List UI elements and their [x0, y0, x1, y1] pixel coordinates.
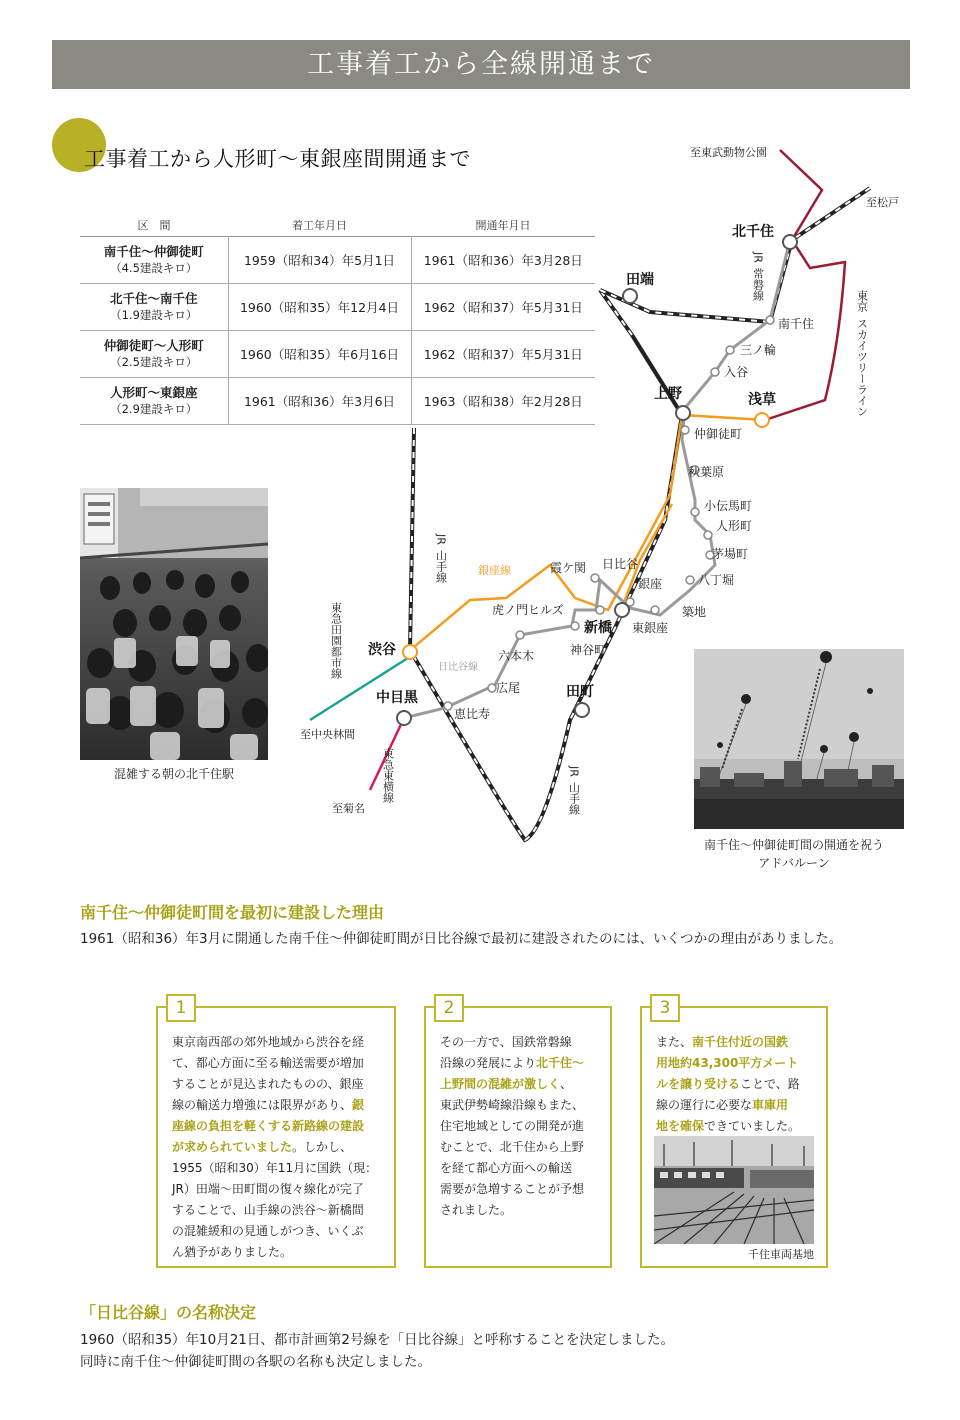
text-span: 沿線の発展により: [440, 1056, 537, 1070]
open-date-cell: 1961（昭和36）年3月28日: [411, 236, 595, 283]
reason-text: [172, 1032, 377, 1263]
text-line: [172, 1095, 377, 1116]
station-hiroo: 広尾: [496, 681, 521, 695]
station-nakameguro: 中目黒: [376, 690, 418, 706]
station-shibuya: 渋谷: [368, 642, 396, 658]
text-span: また、: [656, 1035, 693, 1049]
station-kasumigaseki: 霞ケ関: [550, 561, 587, 575]
station-ueno: 上野: [654, 386, 682, 402]
section-distance: （2.9建設キロ）: [110, 401, 198, 416]
reason-heading: 南千住〜仲御徒町間を最初に建設した理由: [80, 903, 385, 922]
highlight-span: 銀: [352, 1098, 365, 1112]
column-header: 区 間: [80, 214, 228, 236]
line-toyoko: 東急東横線: [381, 748, 395, 803]
text-line: [172, 1137, 377, 1158]
open-date-cell: 1963（昭和38）年2月28日: [411, 377, 595, 424]
start-date-cell: 1960（昭和35）年6月16日: [228, 330, 411, 377]
highlight-span: 南千住付近の国鉄: [692, 1035, 789, 1049]
section-cell: [80, 236, 228, 283]
text-line: 需要が急増することが予想: [440, 1182, 585, 1196]
text-line: することが見込まれたものの、銀座: [172, 1077, 364, 1091]
reason-number: 3: [650, 994, 680, 1022]
text-line: その一方で、国鉄常磐線: [440, 1035, 572, 1049]
denentoshi-line: [310, 658, 408, 720]
text-line: 東武伊勢崎線沿線もまた、: [440, 1098, 585, 1112]
text-span: 線の輸送力増強には限界があり、: [172, 1098, 353, 1112]
station-hibiya: 日比谷: [602, 557, 639, 571]
line-yamanote-b: 山手線: [434, 550, 448, 583]
dest-kikuna: 至菊名: [332, 802, 365, 815]
caption-crowded-platform: 混雑する朝の北千住駅: [113, 767, 234, 781]
open-date-cell: 1962（昭和37）年5月31日: [411, 330, 595, 377]
section-cell: [80, 377, 228, 424]
column-header: 開通年月日: [411, 214, 595, 236]
station-kodenmacho: 小伝馬町: [704, 499, 753, 513]
text-line: 1960（昭和35）年10月21日、都市計画第2号線を「日比谷線」と呼称することを決定しました。: [80, 1332, 674, 1348]
reason-text: [440, 1032, 584, 1221]
station-tamachi: 田町: [566, 684, 594, 700]
text-line: 同時に南千住〜仲御徒町間の各駅の名称も決定しました。: [80, 1354, 431, 1370]
text-line: [656, 1095, 800, 1116]
open-date-cell: 1962（昭和37）年5月31日: [411, 283, 595, 330]
station-shinbashi: 新橋: [584, 620, 612, 636]
start-date-cell: 1960（昭和35）年12月4日: [228, 283, 411, 330]
line-yamanote-d: 山手線: [567, 782, 581, 815]
dest-tobu-zoo: 至東武動物公園: [690, 146, 767, 159]
station-higashiginza: 東銀座: [632, 621, 669, 635]
station-tabata: 田端: [626, 272, 654, 288]
text-line: [656, 1074, 800, 1095]
highlight-span: 北千住〜: [536, 1056, 585, 1070]
text-line: むことで、北千住から上野: [440, 1140, 584, 1154]
highlight-line: 座線の負担を軽くする新路線の建設: [172, 1119, 365, 1133]
text-line: ん猶予がありました。: [172, 1245, 293, 1259]
text-span: ことで、路: [740, 1077, 800, 1091]
section-name: 北千住〜南千住: [109, 290, 198, 306]
station-ginza: 銀座: [638, 577, 663, 591]
text-line: を経て都心方面への輸送: [440, 1161, 573, 1175]
station-kamiyacho: 神谷町: [570, 643, 607, 657]
station-kitasenju: 北千住: [732, 224, 774, 240]
caption-senju-depot: 千住車両基地: [748, 1248, 814, 1261]
caption-line: 南千住〜仲御徒町間の開通を祝う: [703, 838, 884, 852]
naming-heading: 「日比谷線」の名称決定: [80, 1303, 257, 1322]
text-line: [656, 1032, 800, 1053]
line-skytree-a: 東京: [855, 290, 869, 312]
station-minowa: 三ノ輪: [740, 343, 777, 357]
line-hibiya-label: 日比谷線: [438, 662, 478, 673]
page-banner: 工事着工から全線開通まで: [52, 40, 910, 89]
text-line: 1955（昭和30）年11月に国鉄（現：: [172, 1161, 378, 1175]
text-span: 、: [560, 1077, 573, 1091]
section-distance: （1.9建設キロ）: [110, 307, 198, 322]
section-name: 仲御徒町〜人形町: [103, 337, 204, 353]
highlight-span: ルを譲り受ける: [656, 1077, 741, 1091]
text-line: [440, 1074, 584, 1095]
column-header: 着工年月日: [228, 214, 411, 236]
highlight-span: が求められていました: [172, 1140, 293, 1154]
line-ginza-label: 銀座線: [478, 564, 511, 577]
photo-senju-depot: [654, 1136, 814, 1244]
reason-box-2: [424, 998, 612, 1268]
dest-chuo-rinkan: 至中央林間: [300, 728, 355, 741]
station-iriya: 入谷: [724, 365, 749, 379]
text-line: されました。: [440, 1203, 513, 1217]
line-denentoshi: 東急田園都市線: [329, 602, 343, 679]
line-skytree-b: スカイツリーライン: [855, 318, 869, 417]
reason-number: 1: [166, 994, 196, 1022]
reason-intro: 1961（昭和36）年3月に開通した南千住〜仲御徒町間が日比谷線で最初に建設されたのには、いくつかの理由がありました。: [80, 931, 843, 947]
section-distance: （4.5建設キロ）: [110, 260, 198, 275]
text-line: の混雑緩和の見通しがつき、いくぶ: [172, 1224, 364, 1238]
station-ningyocho: 人形町: [716, 519, 753, 533]
start-date-cell: 1961（昭和36）年3月6日: [228, 377, 411, 424]
text-line: 東京南西部の郊外地域から渋谷を経: [172, 1035, 365, 1049]
highlight-span: 上野間の混雑が激しく: [440, 1077, 561, 1091]
station-tsukiji: 築地: [682, 605, 707, 619]
station-asakusa: 浅草: [748, 392, 776, 408]
section-distance: （2.5建設キロ）: [110, 354, 198, 369]
photo-crowded-platform: [80, 488, 268, 760]
station-akihabara: 秋葉原: [688, 465, 725, 479]
station-minamisenju: 南千住: [778, 317, 815, 331]
text-line: JR）田端〜田町間の復々線化が完了: [172, 1182, 364, 1196]
text-line: て、都心方面に至る輸送需要が増加: [172, 1056, 364, 1070]
section-name: 人形町〜東銀座: [109, 384, 198, 400]
station-toranomon-hills: 虎ノ門ヒルズ: [492, 603, 564, 617]
start-date-cell: 1959（昭和34）年5月1日: [228, 236, 411, 283]
highlight-span: 車庫用: [752, 1098, 789, 1112]
text-span: 。しかし、: [292, 1140, 353, 1154]
text-span: 線の運行に必要な: [656, 1098, 753, 1112]
text-span: できていました。: [704, 1119, 801, 1133]
route-map: [270, 140, 910, 860]
section-name: 南千住〜仲御徒町: [103, 243, 204, 259]
section-title: 工事着工から人形町〜東銀座間開通まで: [84, 147, 471, 171]
line-joban-b: 常磐線: [751, 268, 765, 301]
station-ebisu: 恵比寿: [454, 707, 491, 721]
highlight-span: 地を確保: [656, 1119, 705, 1133]
dest-matsudo: 至松戸: [866, 196, 899, 209]
station-kayabacho: 茅場町: [712, 547, 749, 561]
section-cell: [80, 330, 228, 377]
naming-text: [80, 1329, 900, 1373]
reason-number: 2: [434, 994, 464, 1022]
line-yamanote-a: JR: [434, 534, 448, 545]
section-cell: [80, 283, 228, 330]
line-yamanote-c: JR: [567, 766, 581, 777]
text-line: [656, 1116, 800, 1137]
reason-box-1: [156, 998, 396, 1268]
text-line: [440, 1053, 584, 1074]
text-line: することで、山手線の渋谷〜新橋間: [172, 1203, 364, 1217]
text-line: 住宅地域としての開発が進: [440, 1119, 585, 1133]
station-hatchobori: 八丁堀: [698, 573, 735, 587]
highlight-line: 用地約43,300平方メート: [656, 1056, 799, 1070]
tobu-line: [765, 150, 845, 420]
caption-line: アドバルーン: [758, 856, 830, 870]
station-nakaokachimachi: 仲御徒町: [694, 427, 743, 441]
reason-text: [656, 1032, 800, 1137]
line-joban-a: JR: [751, 252, 765, 263]
station-roppongi: 六本木: [498, 649, 535, 663]
